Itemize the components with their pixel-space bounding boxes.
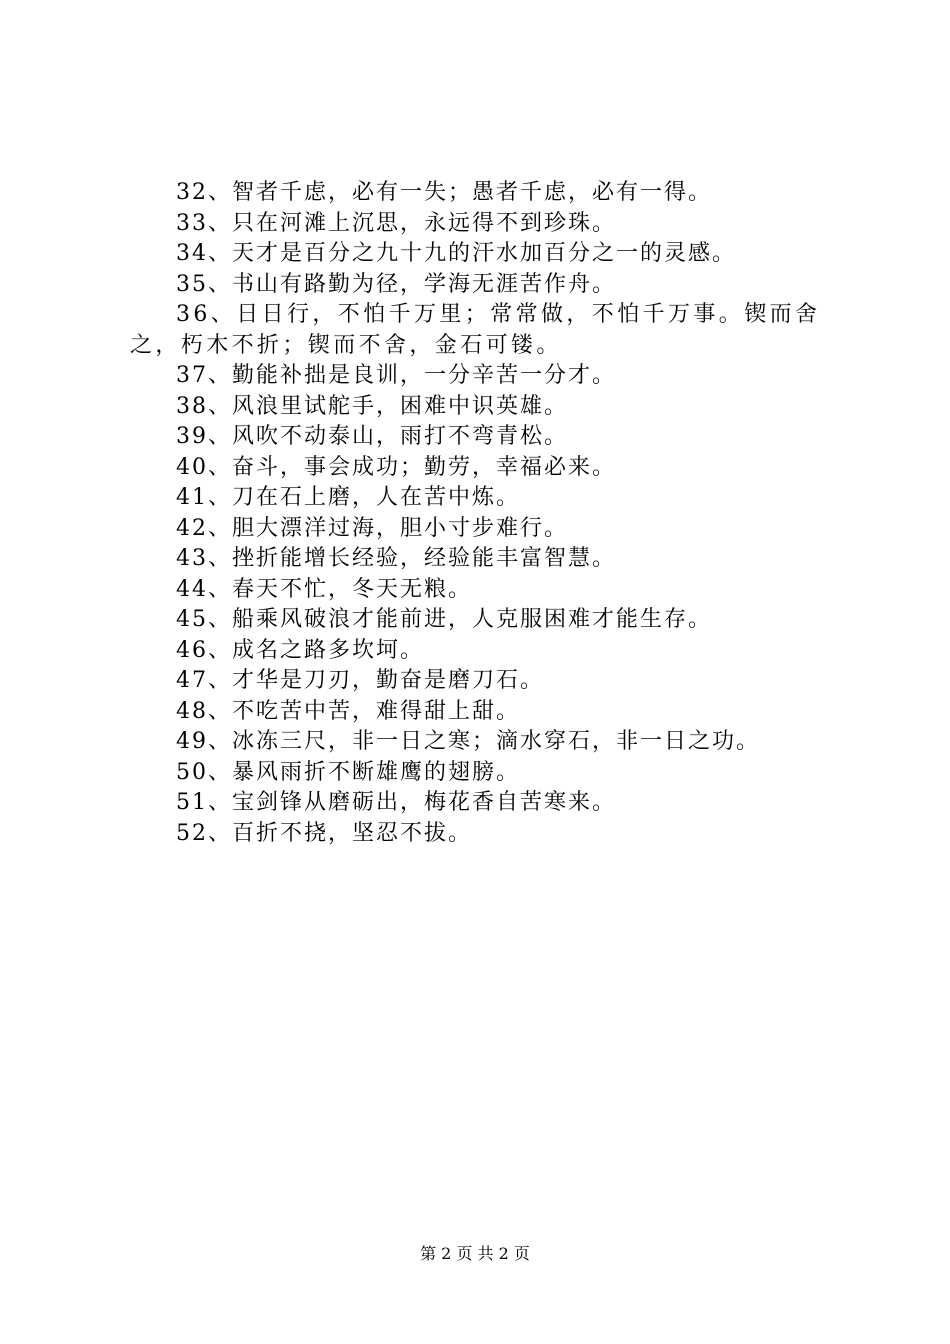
quote-line-47: 47、才华是刀刃，勤奋是磨刀石。 xyxy=(176,668,544,693)
quote-line-39: 39、风吹不动泰山，雨打不弯青松。 xyxy=(176,424,568,449)
quote-line-46: 46、成名之路多坎坷。 xyxy=(176,637,424,663)
quote-line-38: 38、风浪里试舵手，困难中识英雄。 xyxy=(176,393,568,419)
quote-line-50: 50、暴风雨折不断雄鹰的翅膀。 xyxy=(176,759,520,785)
quote-line-48: 48、不吃苦中苦，难得甜上甜。 xyxy=(176,698,520,724)
quote-line-42: 42、胆大漂洋过海，胆小寸步难行。 xyxy=(176,515,568,541)
quote-line-37: 37、勤能补拙是良训，一分辛苦一分才。 xyxy=(176,363,616,388)
quote-line-36: 36、日日行，不怕千万里；常常做，不怕千万事。锲而舍之，朽木不折；锲而不舍，金石可镂。 xyxy=(130,302,821,358)
quote-line-41: 41、刀在石上磨，人在苦中炼。 xyxy=(176,485,520,510)
quote-line-52: 52、百折不挠，坚忍不拔。 xyxy=(176,820,472,846)
quote-line-35: 35、书山有路勤为径，学海无涯苦作舟。 xyxy=(176,271,616,297)
quote-line-40: 40、奋斗，事会成功；勤劳，幸福必来。 xyxy=(176,454,616,480)
quote-line-44: 44、春天不忙，冬天无粮。 xyxy=(176,576,472,602)
quote-line-34: 34、天才是百分之九十九的汗水加百分之一的灵感。 xyxy=(176,241,736,266)
quote-line-45: 45、船乘风破浪才能前进，人克服困难才能生存。 xyxy=(176,607,712,632)
quote-line-32: 32、智者千虑，必有一失；愚者千虑，必有一得。 xyxy=(176,180,712,205)
quote-list xyxy=(130,178,830,849)
quote-line-49: 49、冰冻三尺，非一日之寒；滴水穿石，非一日之功。 xyxy=(176,729,760,754)
quote-line-33: 33、只在河滩上沉思，永远得不到珍珠。 xyxy=(176,210,616,236)
quote-line-51: 51、宝剑锋从磨砺出，梅花香自苦寒来。 xyxy=(176,790,616,815)
quote-line-43: 43、挫折能增长经验，经验能丰富智慧。 xyxy=(176,546,616,571)
page-footer: 第 2 页 共 2 页 xyxy=(420,1244,530,1263)
